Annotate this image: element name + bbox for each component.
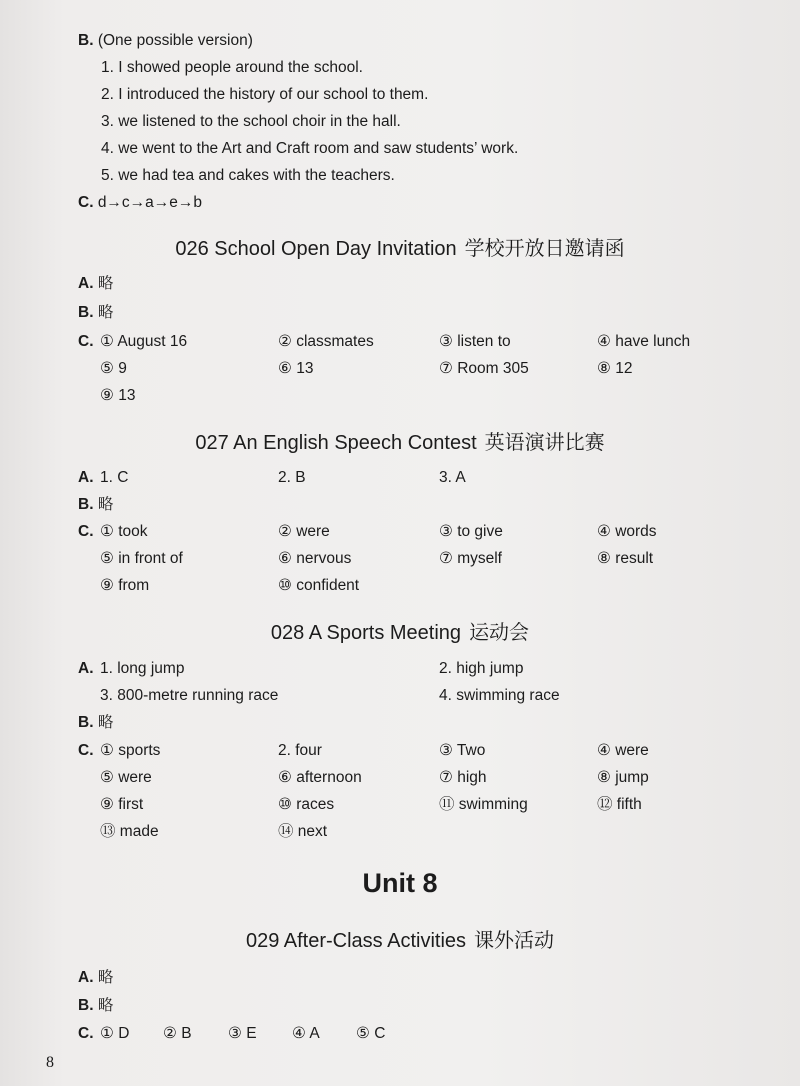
answer-item: 3. A [439,469,466,486]
unit-heading: Unit 8 [362,868,438,898]
answer-item: ① August 16 [100,333,188,350]
answer-row-a [78,274,113,294]
section-label: A. [78,969,94,986]
answer-item: ⑦ Room 305 [439,360,529,377]
answer-item: ① D [100,1025,130,1042]
answer-item: ② were [278,523,330,540]
answer-item: ③ listen to [439,333,511,350]
answer-item: ② classmates [278,333,374,350]
heading-title-cn: 课外活动 [474,930,555,952]
heading-title: 029 After-Class Activities [245,930,467,952]
answer-item: 2. four [278,742,322,759]
section-label: A. [78,469,94,486]
answer-item: ② B [163,1025,192,1042]
section-c-line [78,193,202,213]
heading-title: 026 School Open Day Invitation [175,238,457,260]
answer-item: 2. I introduced the history of our school to them. [101,86,429,103]
answer-item: 1. long jump [100,660,185,677]
answer-item: ⑩ confident [278,577,360,594]
answer-item: ④ were [597,742,649,759]
section-text: 略 [97,275,114,292]
answer-item: 2. high jump [439,660,524,677]
answer-item: 4. we went to the Art and Craft room and saw students’ work. [101,140,519,157]
answer-item: ⑨ first [100,796,144,813]
section-label: C. [78,1025,94,1042]
answer-item: ③ E [228,1025,257,1042]
heading-title: 027 An English Speech Contest [195,432,477,454]
answer-item: ⑬ made [100,823,159,840]
section-label: B. [78,714,94,731]
answer-item: ④ A [292,1025,320,1042]
answer-item: ⑧ jump [597,769,649,786]
section-label: B. [78,496,94,513]
answer-row-b [78,996,113,1016]
answer-row-b [78,713,113,733]
section-label: A. [78,660,94,677]
heading-title-cn: 运动会 [469,622,530,644]
heading-title: 028 A Sports Meeting [270,622,462,644]
section-label: C. [78,194,94,211]
answer-item: 5. we had tea and cakes with the teachers. [101,167,395,184]
section-label: C. [78,333,94,350]
answer-item: ③ to give [439,523,503,540]
answer-item: ⑤ in front of [100,550,183,567]
answer-item: ⑧ result [597,550,654,567]
section-label: B. [78,997,94,1014]
section-heading-026 [0,236,800,262]
section-text: 略 [97,969,114,986]
section-heading-029 [0,928,800,954]
answer-item: ① took [100,523,148,540]
answer-item: 1. I showed people around the school. [101,59,363,76]
answer-item: ⑫ fifth [597,796,642,813]
answer-item: ④ words [597,523,657,540]
answer-item: 3. we listened to the school choir in the hall. [101,113,401,130]
answer-item: ⑤ were [100,769,152,786]
section-text: 略 [97,496,114,513]
section-label: A. [78,275,94,292]
section-label: C. [78,742,94,759]
answer-item: ⑭ next [278,823,328,840]
answer-item: ④ have lunch [597,333,691,350]
answer-row-b [78,303,113,323]
answer-item: ① sports [100,742,161,759]
answer-item: 1. C [100,469,129,486]
section-text: 略 [97,304,114,321]
section-text: 略 [97,714,114,731]
answer-item: ⑥ afternoon [278,769,362,786]
answer-item: ⑩ races [278,796,335,813]
section-label: B. [78,304,94,321]
section-heading-028 [0,620,800,646]
answer-item: ⑪ swimming [439,796,528,813]
section-label: B. [78,32,94,49]
answer-item: ⑨ 13 [100,387,136,404]
answer-item: ⑧ 12 [597,360,633,377]
answer-item: ⑦ myself [439,550,502,567]
section-b-line [78,31,253,51]
section-text: d→c→a→e→b [97,194,203,211]
answer-item: ⑦ high [439,769,487,786]
section-heading-027 [0,430,800,456]
answer-item: ③ Two [439,742,486,759]
answer-row-a [78,968,113,988]
answer-item: ⑥ nervous [278,550,352,567]
heading-title-cn: 英语演讲比赛 [484,432,605,454]
answer-item: 2. B [278,469,306,486]
section-text: (One possible version) [97,32,253,49]
section-label: C. [78,523,94,540]
heading-title-cn: 学校开放日邀请函 [464,238,625,260]
answer-item: ⑥ 13 [278,360,314,377]
answer-item: 4. swimming race [439,687,560,704]
answer-item: ⑤ 9 [100,360,127,377]
answer-item: 3. 800-metre running race [100,687,279,704]
answer-row-b [78,495,113,515]
page-number: 8 [46,1054,54,1071]
section-text: 略 [97,997,114,1014]
answer-item: ⑨ from [100,577,150,594]
answer-item: ⑤ C [356,1025,386,1042]
